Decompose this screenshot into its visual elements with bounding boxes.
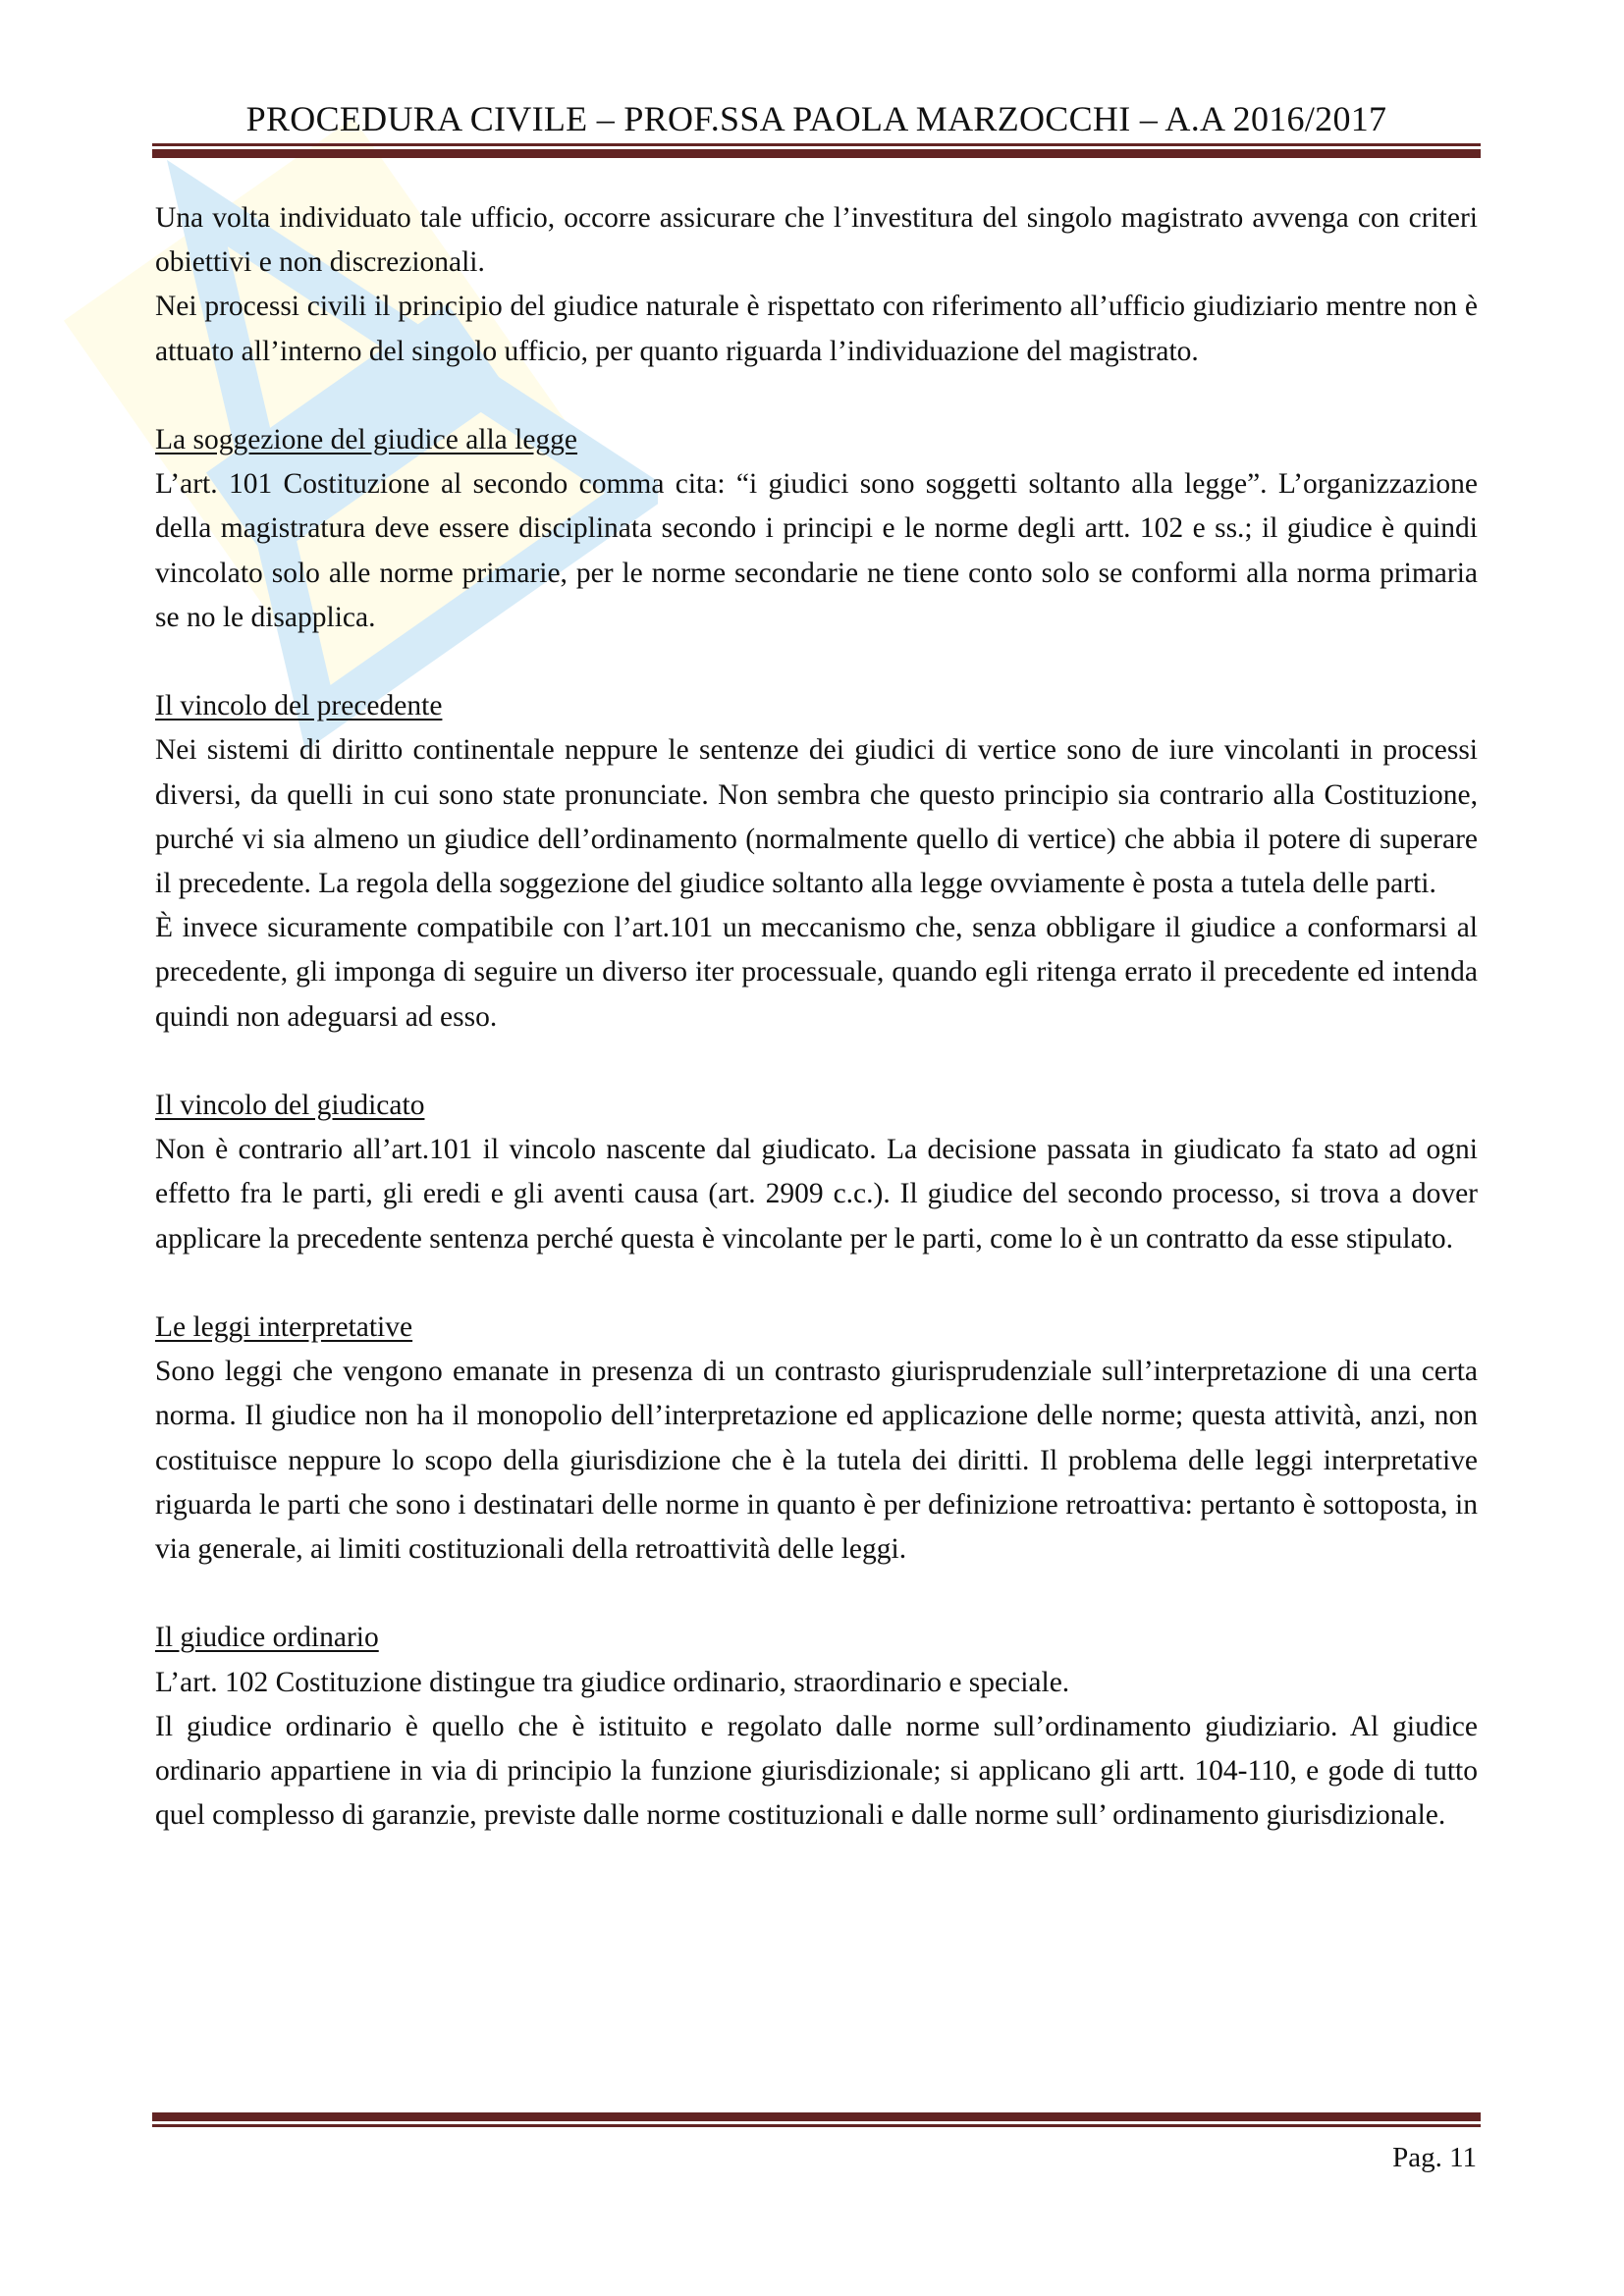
footer-rule-thin [152, 2124, 1481, 2127]
section-heading: La soggezione del giudice alla legge [155, 424, 578, 455]
header-rule-thick [152, 149, 1481, 158]
page-header-title: PROCEDURA CIVILE – PROF.SSA PAOLA MARZOCCHI – A.A 2016/2017 [245, 99, 1387, 138]
paragraph: È invece sicuramente compatibile con l’art.101 un meccanismo che, senza obbligare il giudice a conformarsi al precedente, gli imponga di seguire un diverso iter processuale, quando egli ritenga errato il precedente ed intenda quindi non adeguarsi ad esso. [155, 912, 1478, 1033]
paragraph: Non è contrario all’art.101 il vincolo nascente dal giudicato. La decisione passata in giudicato fa stato ad ogni effetto fra le parti, gli eredi e gli aventi causa (art. 2909 c.c.). Il giudice del secondo processo, si trova a dover applicare la precedente sentenza perché questa è vincolante per le parti, come lo è un contratto da esse stipulato. [155, 1134, 1478, 1255]
footer-rule-thick [152, 2112, 1481, 2121]
section-heading: Il giudice ordinario [155, 1622, 379, 1654]
paragraph: Nei sistemi di diritto continentale neppure le sentenze dei giudici di vertice sono de iure vincolanti in processi diversi, da quelli in cui sono state pronunciate. Non sembra che questo principio sia contrario alla Costituzione, purché vi sia almeno un giudice dell’ordinamento (normalmente quello di vertice) che abbia il potere di superare il precedente. La regola della soggezione del giudice soltanto alla legge ovviamente è posta a tutela delle parti. [155, 734, 1478, 900]
paragraph: L’art. 102 Costituzione distingue tra giudice ordinario, straordinario e speciale. [155, 1666, 1070, 1698]
section-heading: Il vincolo del precedente [155, 690, 443, 722]
paragraph: Una volta individuato tale ufficio, occorre assicurare che l’investitura del singolo magistrato avvenga con criteri obiettivi e non discrezionali. [155, 202, 1478, 279]
document-body [155, 196, 1478, 1838]
paragraph: Nei processi civili il principio del giudice naturale è rispettato con riferimento all’ufficio giudiziario mentre non è attuato all’interno del singolo ufficio, per quanto riguarda l’individuazione del magistrato. [155, 291, 1478, 367]
paragraph: Il giudice ordinario è quello che è istituito e regolato dalle norme sull’ordinamento giudiziario. Al giudice ordinario appartiene in via di principio la funzione giurisdizionale; si applicano gli artt. 104-110, e gode di tutto quel complesso di garanzie, previste dalle norme costituzionali e dalle norme sull’ ordinamento giurisdizionale. [155, 1710, 1478, 1832]
section-heading: Il vincolo del giudicato [155, 1090, 425, 1122]
page-number: Pag. 11 [1392, 2142, 1477, 2173]
paragraph: L’art. 101 Costituzione al secondo comma cita: “i giudici sono soggetti soltanto alla legge”. L’organizzazione della magistratura deve essere disciplinata secondo i principi e le norme degli artt. 102 e ss.; il giudice è quindi vincolato solo alle norme primarie, per le norme secondarie ne tiene conto solo se conformi alla norma primaria se no le disapplica. [155, 468, 1478, 633]
header-rule-thin [152, 143, 1481, 146]
section-heading: Le leggi interpretative [155, 1311, 413, 1344]
paragraph: Sono leggi che vengono emanate in presenza di un contrasto giurisprudenziale sull’interpretazione di una certa norma. Il giudice non ha il monopolio dell’interpretazione ed applicazione delle norme; questa attività, anzi, non costituisce neppure lo scopo della giurisdizione che è la tutela dei diritti. Il problema delle leggi interpretative riguarda le parti che sono i destinatari delle norme in quanto è per definizione retroattiva: pertanto è sottoposta, in via generale, ai limiti costituzionali della retroattività delle leggi. [155, 1356, 1478, 1566]
